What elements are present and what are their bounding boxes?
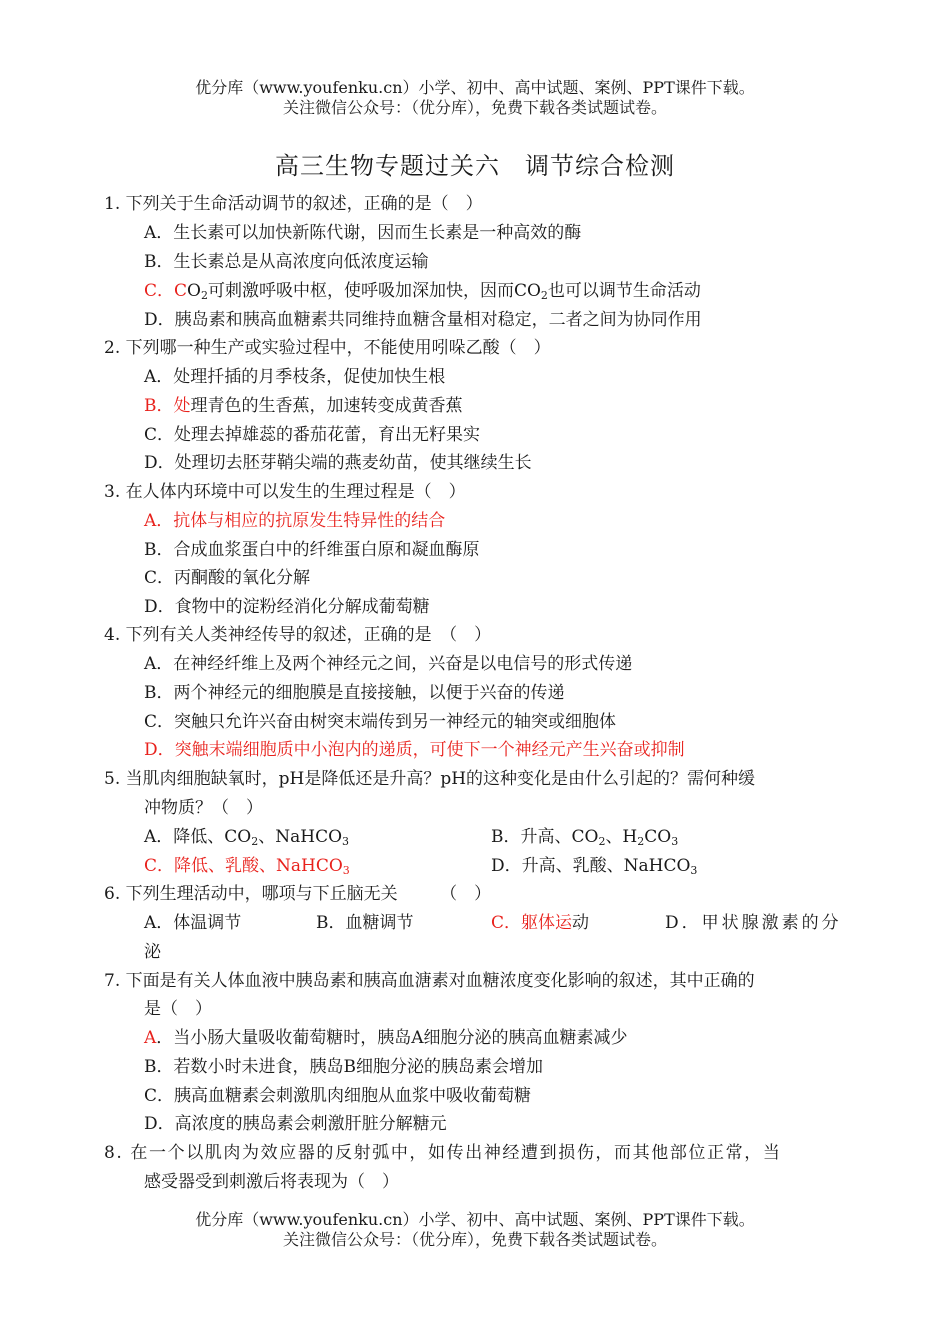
q6-option-b: B．血糖调节 [316,913,414,933]
q6-c-answer-mark: C．躯体运 [491,913,573,933]
q1-c-answer-mark: C．C [144,281,188,301]
q4-option-d: D．突触末端细胞质中小泡内的递质，可使下一个神经元产生兴奋或抑制 [144,740,685,760]
q6-option-c: C．躯体运动 [491,913,590,933]
q6-option-a: A．体温调节 [144,913,242,933]
q2-stem: 2. 下列哪一种生产或实验过程中，不能使用吲哚乙酸（ ） [104,338,551,358]
q7-a-answer-mark: A [144,1028,157,1048]
q2-option-a: A．处理扦插的月季枝条，促使加快生根 [144,367,446,387]
q5-option-a: A．降低、$CO_2$、NaHCO$_3$ [144,827,350,848]
q4-option-a: A．在神经纤维上及两个神经元之间，兴奋是以电信号的形式传递 [144,654,633,674]
q6-option-d: D．甲状腺激素的分 [665,913,842,933]
page-title: 高三生物专题过关六 调节综合检测 [275,152,675,180]
q2-b-answer-mark: B．处 [144,396,191,416]
q8-stem-line-2: 感受器受到刺激后将表现为（ ） [144,1172,399,1192]
q5-stem-line-2: 冲物质？（ ） [144,798,263,818]
q1-option-c: C．$CO_2$可刺激呼吸中枢，使呼吸加深加快，因而$CO_2$也可以调节生命活动 [144,281,701,302]
q3-stem: 3. 在人体内环境中可以发生的生理过程是（ ） [104,482,466,502]
q7-option-b: B．若数小时未进食，胰岛B细胞分泌的胰岛素会增加 [144,1057,543,1077]
q3-option-a: A．抗体与相应的抗原发生特异性的结合 [144,511,446,531]
q5-option-b: B．升高、$CO_2$、$H_2CO_3$ [491,827,679,848]
q4-stem: 4. 下列有关人类神经传导的叙述，正确的是 （ ） [104,625,492,645]
q5-stem-line-1: 5. 当肌肉细胞缺氧时，pH是降低还是升高？pH的这种变化是由什么引起的？需何种缓 [104,769,756,789]
q1-option-a: A．生长素可以加快新陈代谢，因而生长素是一种高效的酶 [144,223,582,243]
q7-option-d: D．高浓度的胰岛素会刺激肝脏分解糖元 [144,1114,447,1134]
q1-stem: 1. 下列关于生命活动调节的叙述，正确的是（ ） [104,194,483,214]
q1-option-d: D．胰岛素和胰高血糖素共同维持血糖含量相对稳定，二者之间为协同作用 [144,310,702,330]
footer-line-1: 优分库（www.youfenku.cn）小学、初中、高中试题、案例、PPT课件下载。 [195,1210,755,1229]
q5-option-c: C．降低、乳酸、NaHCO$_3$ [144,856,350,877]
q6-stem: 6. 下列生理活动中，哪项与下丘脑无关 （ ） [104,884,492,904]
q7-stem-line-2: 是（ ） [144,999,212,1019]
q3-option-d: D．食物中的淀粉经消化分解成葡萄糖 [144,597,430,617]
footer-line-2: 关注微信公众号：（优分库），免费下载各类试题试卷。 [282,1230,667,1249]
q7-option-c: C．胰高血糖素会刺激肌肉细胞从血浆中吸收葡萄糖 [144,1086,532,1106]
q4-option-c: C．突触只允许兴奋由树突末端传到另一神经元的轴突或细胞体 [144,712,617,732]
header-line-2: 关注微信公众号：（优分库），免费下载各类试题试卷。 [282,98,667,117]
q7-option-a: A．当小肠大量吸收葡萄糖时，胰岛A细胞分泌的胰高血糖素减少 [144,1028,628,1048]
q3-option-b: B．合成血浆蛋白中的纤维蛋白原和凝血酶原 [144,540,480,560]
q6-option-d-cont: 泌 [144,942,161,962]
header-line-1: 优分库（www.youfenku.cn）小学、初中、高中试题、案例、PPT课件下载。 [195,78,755,97]
q2-option-d: D．处理切去胚芽鞘尖端的燕麦幼苗，使其继续生长 [144,453,532,473]
q7-stem-line-1: 7. 下面是有关人体血液中胰岛素和胰高血溏素对血糖浓度变化影响的叙述，其中正确的 [104,971,755,991]
q5-option-d: D．升高、乳酸、NaHCO$_3$ [491,856,698,877]
q1-option-b: B．生长素总是从高浓度向低浓度运输 [144,252,429,272]
q2-option-b: B．处理青色的生香蕉，加速转变成黄香蕉 [144,396,463,416]
q2-option-c: C．处理去掉雄蕊的番茄花蕾，育出无籽果实 [144,425,481,445]
q4-option-b: B．两个神经元的细胞膜是直接接触，以便于兴奋的传递 [144,683,565,703]
q8-stem-line-1: 8. 在一个以肌肉为效应器的反射弧中，如传出神经遭到损伤，而其他部位正常，当 [104,1143,782,1163]
q3-option-c: C．丙酮酸的氧化分解 [144,568,311,588]
